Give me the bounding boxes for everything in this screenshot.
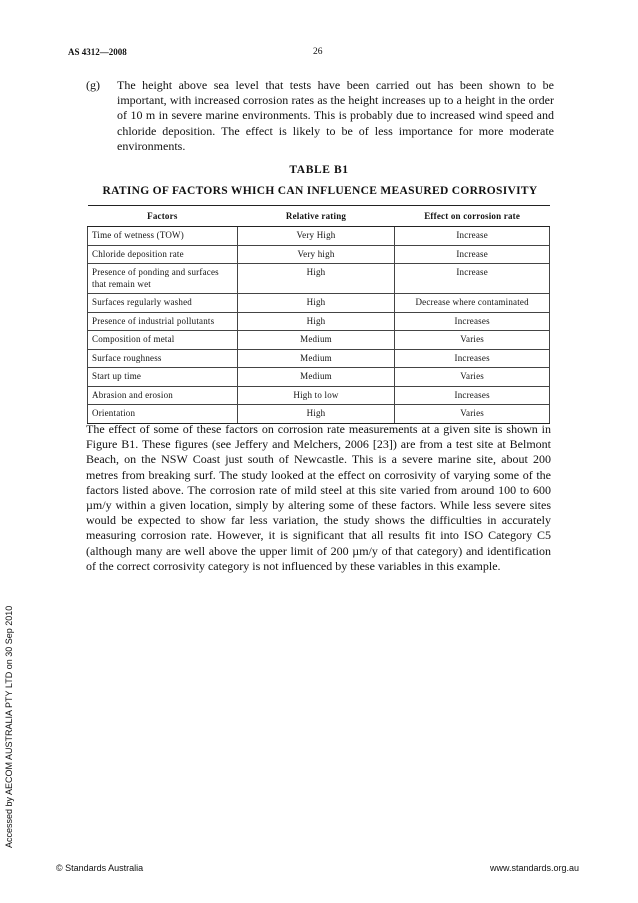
rating-cell: Very high [237, 245, 395, 264]
table-row [88, 245, 550, 264]
rating-cell: High [237, 264, 395, 294]
effect-cell: Increase [395, 245, 550, 264]
effect-cell: Varies [395, 331, 550, 350]
effect-cell: Increases [395, 386, 550, 405]
rating-cell: High [237, 294, 395, 313]
rating-cell: High to low [237, 386, 395, 405]
rating-cell: Medium [237, 368, 395, 387]
table-row [88, 331, 550, 350]
column-header-effect: Effect on corrosion rate [395, 206, 550, 227]
standard-number: AS 4312—2008 [68, 47, 127, 57]
factor-cell: Start up time [88, 368, 238, 387]
table-label: TABLE B1 [289, 164, 349, 176]
factor-cell: Surfaces regularly washed [88, 294, 238, 313]
rating-cell: Medium [237, 349, 395, 368]
effect-cell: Varies [395, 368, 550, 387]
effect-cell: Increases [395, 312, 550, 331]
list-item-g [86, 78, 554, 154]
table-row [88, 227, 550, 246]
factor-cell: Surface roughness [88, 349, 238, 368]
column-header-relative-rating: Relative rating [237, 206, 395, 227]
effect-cell: Increase [395, 264, 550, 294]
copyright-footer: © Standards Australia [56, 863, 144, 873]
factor-cell: Abrasion and erosion [88, 386, 238, 405]
table-row [88, 294, 550, 313]
factor-cell: Orientation [88, 405, 238, 424]
table-header-row [88, 206, 550, 227]
page-number: 26 [313, 47, 323, 57]
factor-cell: Composition of metal [88, 331, 238, 350]
rating-cell: High [237, 405, 395, 424]
rating-cell: Medium [237, 331, 395, 350]
factor-cell: Presence of industrial pollutants [88, 312, 238, 331]
factor-cell: Time of wetness (TOW) [88, 227, 238, 246]
rating-cell: High [237, 312, 395, 331]
body-paragraph: The effect of some of these factors on corrosion rate measurements at a given site is shown in Figure B1. These figures (see Jeffery and Melchers, 2006 [23]) are from a test site at Belmont Beach, on the NSW Coast just south of Newcastle. This is a severe marine site, about 200 metres from breaking surf. The study looked at the effect on corrosivity of varying some of the factors listed above. The corrosion rate of mild steel at this site varied from around 100 to 600 µm/y within a given location, simply by altering some of these factors. While less severe sites would be expected to show far less variation, the study shows the difficulties in accurately measuring corrosion rate. However, it is significant that all results fit into ISO Category C5 (although many are well above the upper limit of 200 µm/y of that category) and identification of the correct corrosivity category is not influenced by these variables in this example. [86, 422, 551, 573]
factor-cell: Chloride deposition rate [88, 245, 238, 264]
effect-cell: Increases [395, 349, 550, 368]
list-item-text: The height above sea level that tests have been carried out has been shown to be important, with increased corrosion rates as the height increases up to a height in the order of 10 m in severe marine environments. This is probably due to increased wind speed and chloride deposition. The effect is likely to be of less importance for more moderate environments. [117, 78, 554, 153]
rating-table [87, 205, 550, 424]
list-item-marker: (g) [86, 78, 100, 92]
effect-cell: Increase [395, 227, 550, 246]
table-row [88, 349, 550, 368]
rating-cell: Very High [237, 227, 395, 246]
table-row [88, 312, 550, 331]
table-row [88, 405, 550, 424]
website-footer: www.standards.org.au [489, 863, 579, 873]
access-watermark: Accessed by AECOM AUSTRALIA PTY LTD on 30 Sep 2010 [4, 605, 14, 848]
column-header-factors: Factors [88, 206, 238, 227]
factor-cell: Presence of ponding and surfaces that remain wet [88, 264, 238, 294]
table-row [88, 386, 550, 405]
table-title: RATING OF FACTORS WHICH CAN INFLUENCE MEASURED CORROSIVITY [102, 185, 538, 197]
effect-cell: Varies [395, 405, 550, 424]
table-row [88, 264, 550, 294]
effect-cell: Decrease where contaminated [395, 294, 550, 313]
table-row [88, 368, 550, 387]
